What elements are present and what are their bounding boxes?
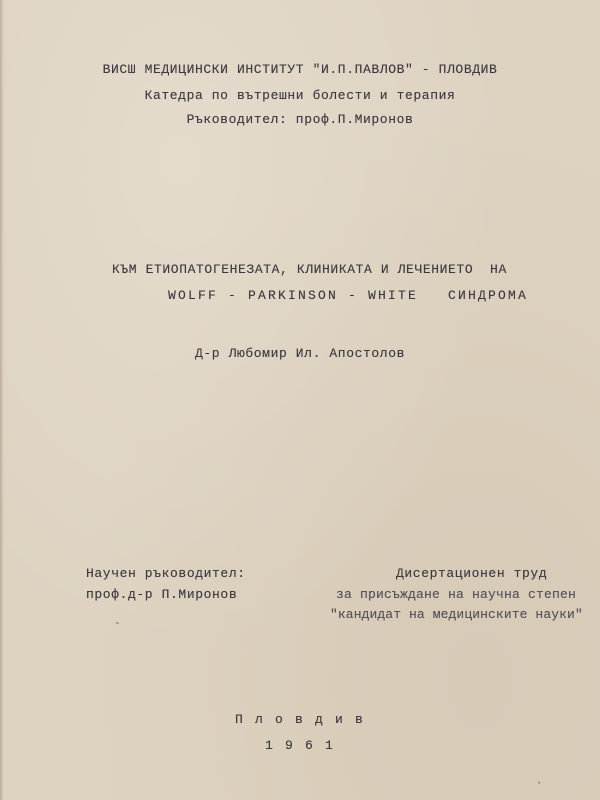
thesis-title-line1: КЪМ ЕТИОПАТОГЕНЕЗАТА, КЛИНИКАТА И ЛЕЧЕНИЕТО НА [112, 262, 507, 277]
dissertation-degree: "кандидат на медицинските науки" [330, 607, 583, 622]
ink-speck: · [536, 778, 543, 790]
institute-name: ВИСШ МЕДИЦИНСКИ ИНСТИТУТ "И.П.ПАВЛОВ" - ПЛОВДИВ [102, 62, 498, 77]
supervisor-label: Научен ръководител: [86, 566, 246, 581]
year: 1 9 6 1 [264, 738, 335, 753]
thesis-title-line2: WOLFF - PARKINSON - WHITE СИНДРОМА [168, 288, 529, 303]
supervisor-name: проф.д-р П.Миронов [86, 587, 238, 602]
department-head: Ръководител: проф.П.Миронов [186, 112, 414, 127]
dissertation-purpose: за присъждане на научна степен [336, 587, 577, 602]
ink-speck: - [114, 618, 121, 630]
author-name: Д-р Любомир Ил. Апостолов [194, 346, 406, 361]
department-name: Катедра по вътрешни болести и терапия [144, 88, 456, 103]
dissertation-type: Дисертационен труд [396, 566, 548, 581]
city: П л о в д и в [234, 712, 366, 727]
